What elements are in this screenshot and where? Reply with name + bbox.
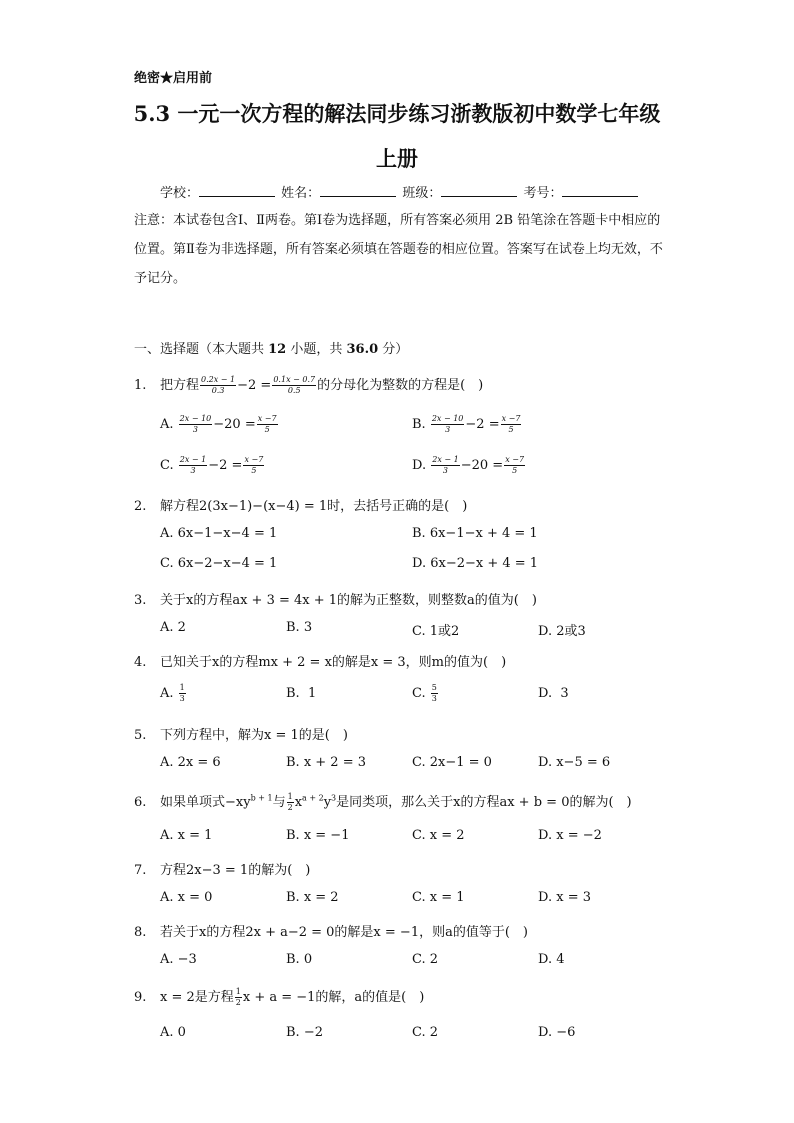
question-stem: 下列方程中，解为x = 1的是( ) — [160, 728, 348, 743]
option-b[interactable] — [286, 686, 316, 701]
name-label: 姓名： — [281, 186, 321, 201]
student-info-row — [160, 182, 640, 201]
option-c[interactable] — [160, 455, 265, 476]
fraction-denominator: 3 — [442, 466, 449, 475]
section-suffix: 分） — [378, 342, 409, 357]
question-8 — [134, 921, 528, 940]
question-number: 2. — [134, 499, 147, 514]
fraction — [235, 987, 242, 1008]
question-6 — [134, 791, 632, 813]
school-blank — [199, 185, 275, 197]
option-c[interactable]: C. 2 — [412, 952, 439, 967]
question-stem: 把方程 — [160, 378, 200, 393]
exponent: 3 — [331, 793, 337, 803]
fraction — [431, 414, 465, 435]
fraction-numerator: 2x − 10 — [431, 414, 464, 423]
question-stem: x = 2是方程 — [160, 990, 234, 1005]
option-c[interactable]: C. x = 1 — [412, 890, 465, 905]
fraction — [243, 455, 264, 476]
page-title-line1: 5.3 一元一次方程的解法同步练习浙教版初中数学七年级 — [133, 101, 661, 126]
fraction — [431, 455, 459, 476]
question-number: 5. — [134, 728, 147, 743]
question-stem: 的分母化为整数的方程是( ) — [317, 378, 484, 393]
question-3 — [134, 589, 537, 608]
option-c[interactable]: C. 2 — [412, 1025, 439, 1040]
option-d[interactable]: D. x−5 = 6 — [538, 755, 611, 770]
option-a[interactable]: A. 0 — [160, 1025, 186, 1040]
question-stem: 已知关于x的方程mx + 2 = x的解是x = 3，则m的值为( ) — [160, 655, 507, 670]
option-text: 3 — [560, 686, 569, 701]
question-7 — [134, 859, 310, 878]
fraction-numerator: 2x − 10 — [179, 414, 212, 423]
secret-label: 绝密★启用前 — [134, 71, 213, 86]
fraction-numerator: 0.1x − 0.7 — [273, 375, 316, 384]
fraction-denominator: 0.5 — [287, 386, 301, 395]
fraction-numerator: 2x − 1 — [432, 455, 459, 464]
exponent: a + 2 — [302, 793, 324, 803]
fraction-denominator: 2 — [287, 803, 293, 812]
section-heading — [134, 338, 408, 357]
name-blank — [320, 185, 396, 197]
fraction-numerator: 1 — [235, 987, 241, 996]
fraction — [504, 455, 525, 476]
fraction-numerator: x −7 — [244, 455, 264, 464]
fraction — [287, 792, 294, 813]
fraction-denominator: 5 — [512, 466, 518, 475]
question-stem: 关于x的方程ax + 3 = 4x + 1的解为正整数，则整数a的值为( ) — [160, 593, 537, 608]
question-1 — [134, 374, 483, 396]
option-d[interactable] — [412, 455, 526, 476]
option-a[interactable]: A. x = 1 — [160, 828, 213, 843]
fraction-numerator: 1 — [179, 683, 185, 692]
fraction — [179, 414, 213, 435]
fraction-numerator: x −7 — [501, 414, 521, 423]
question-number: 6. — [134, 795, 147, 810]
exam-no-label: 考号： — [523, 186, 563, 201]
fraction-numerator: x −7 — [505, 455, 525, 464]
question-stem: 若关于x的方程2x + a−2 = 0的解是x = −1，则a的值等于( ) — [160, 925, 528, 940]
fraction — [431, 683, 438, 704]
option-letter: B. — [286, 686, 300, 701]
option-c[interactable]: C. 1或2 — [412, 624, 460, 639]
question-9 — [134, 986, 424, 1008]
option-text: −2 = — [208, 458, 243, 473]
question-stem: 与 — [272, 795, 286, 810]
question-stem: x + a = −1的解，a的值是( ) — [242, 990, 425, 1005]
option-b[interactable]: B. x = 2 — [286, 890, 339, 905]
option-letter: B. — [412, 417, 426, 432]
question-stem: 方程2x−3 = 1的解为( ) — [160, 863, 311, 878]
option-a[interactable]: A. 2 — [160, 620, 186, 635]
option-d[interactable]: D. −6 — [538, 1025, 576, 1040]
question-5 — [134, 724, 348, 743]
option-letter: A. — [160, 417, 174, 432]
option-a[interactable]: A. 2x = 6 — [160, 755, 221, 770]
fraction — [179, 683, 186, 704]
section-prefix: 一、选择题（本大题共 — [134, 342, 269, 357]
option-b[interactable] — [412, 414, 522, 435]
option-text: −20 = — [213, 417, 256, 432]
question-number: 3. — [134, 593, 147, 608]
fraction-denominator: 3 — [192, 425, 198, 434]
question-4 — [134, 651, 506, 670]
section-middle: 小题，共 — [286, 342, 347, 357]
option-b[interactable]: B. 3 — [286, 620, 313, 635]
option-letter: C. — [412, 686, 426, 701]
question-stem: x — [294, 795, 303, 810]
fraction-denominator: 0.3 — [211, 386, 225, 395]
option-b[interactable]: B. x = −1 — [286, 828, 350, 843]
option-c[interactable]: C. x = 2 — [412, 828, 465, 843]
question-stem: 如果单项式−xy — [160, 795, 251, 810]
option-d[interactable]: D. 6x−2−x + 4 = 1 — [412, 556, 539, 571]
fraction — [257, 414, 278, 435]
section-count: 12 — [268, 342, 287, 357]
fraction-denominator: 3 — [445, 425, 451, 434]
option-letter: D. — [412, 458, 427, 473]
fraction — [200, 375, 236, 396]
exam-no-blank — [562, 185, 638, 197]
option-text: 1 — [307, 686, 317, 701]
option-letter: C. — [160, 458, 174, 473]
fraction — [179, 455, 207, 476]
page-title-line2: 上册 — [376, 146, 418, 171]
school-label: 学校： — [160, 186, 200, 201]
question-number: 1. — [134, 378, 147, 393]
fraction-numerator: x −7 — [257, 414, 277, 423]
option-d[interactable]: D. x = −2 — [538, 828, 602, 843]
option-b[interactable]: B. 0 — [286, 952, 313, 967]
option-b[interactable]: B. −2 — [286, 1025, 323, 1040]
fraction — [501, 414, 522, 435]
option-d[interactable]: D. 2或3 — [538, 624, 586, 639]
question-stem: 解方程2(3x−1)−(x−4) = 1时，去括号正确的是( ) — [160, 499, 468, 514]
option-letter: D. — [538, 686, 553, 701]
option-text: −20 = — [460, 458, 504, 473]
fraction-denominator: 5 — [264, 425, 270, 434]
section-score: 36.0 — [346, 342, 379, 357]
option-c[interactable]: C. 6x−2−x−4 = 1 — [160, 556, 278, 571]
option-c[interactable]: C. 2x−1 = 0 — [412, 755, 492, 770]
fraction-denominator: 3 — [179, 694, 185, 703]
fraction-numerator: 0.2x − 1 — [201, 375, 236, 384]
option-a[interactable]: A. x = 0 — [160, 890, 213, 905]
option-b[interactable]: B. 6x−1−x + 4 = 1 — [412, 526, 538, 541]
option-a[interactable] — [160, 683, 187, 704]
question-2 — [134, 495, 467, 514]
class-label: 班级： — [402, 186, 442, 201]
question-stem: y — [323, 795, 332, 810]
option-c[interactable] — [412, 683, 439, 704]
question-number: 7. — [134, 863, 147, 878]
option-d[interactable]: D. 4 — [538, 952, 565, 967]
notice-text: 注意：本试卷包含Ⅰ、Ⅱ两卷。第Ⅰ卷为选择题，所有答案必须用 2B 铅笔涂在答题卡中相应的位置。第Ⅱ卷为非选择题，所有答案必须填在答题卷的相应位置。答案写在试卷上均无效，不予记分。 — [134, 213, 663, 286]
fraction-denominator: 3 — [431, 694, 437, 703]
question-stem: −2 = — [237, 378, 272, 393]
option-a[interactable]: A. −3 — [160, 952, 197, 967]
option-d[interactable]: D. x = 3 — [538, 890, 591, 905]
fraction-denominator: 5 — [508, 425, 514, 434]
fraction-numerator: 5 — [431, 683, 437, 692]
exponent: b + 1 — [250, 793, 273, 803]
fraction-denominator: 3 — [190, 466, 196, 475]
fraction-numerator: 1 — [287, 792, 293, 801]
question-stem: 是同类项，那么关于x的方程ax + b = 0的解为( ) — [336, 795, 632, 810]
question-number: 8. — [134, 925, 147, 940]
class-blank — [441, 185, 517, 197]
fraction-denominator: 2 — [235, 998, 241, 1007]
option-b[interactable]: B. x + 2 = 3 — [286, 755, 367, 770]
fraction-numerator: 2x − 1 — [179, 455, 207, 464]
option-letter: A. — [160, 686, 174, 701]
question-number: 4. — [134, 655, 147, 670]
option-a[interactable]: A. 6x−1−x−4 = 1 — [160, 526, 278, 541]
option-a[interactable] — [160, 414, 279, 435]
fraction — [272, 375, 316, 396]
question-number: 9. — [134, 990, 147, 1005]
option-d[interactable] — [538, 686, 569, 701]
fraction-denominator: 5 — [251, 466, 257, 475]
option-text: −2 = — [465, 417, 500, 432]
